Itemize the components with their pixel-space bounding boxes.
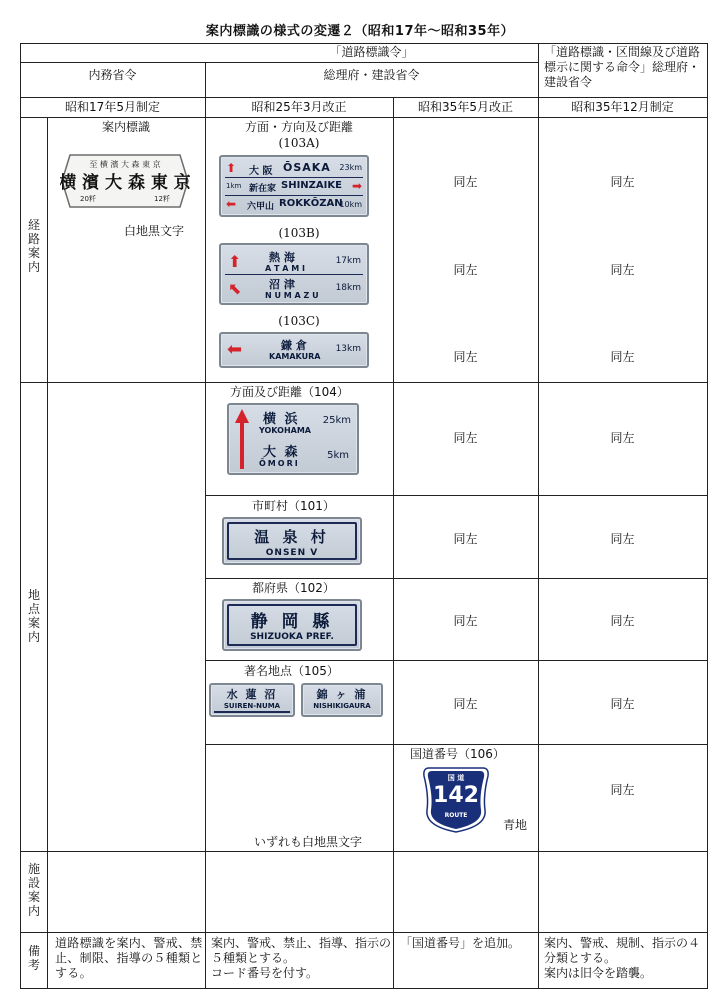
heading-105: 著名地点（105） bbox=[244, 664, 339, 678]
header-col4: 昭和35年12月制定 bbox=[571, 100, 674, 114]
col4-same-7: 同左 bbox=[610, 697, 635, 711]
header-ministry-pm: 総理府・建設省令 bbox=[323, 68, 420, 82]
sign-103c: ⬅ 鎌 倉 KAMAKURA 13km bbox=[219, 332, 369, 368]
header-col1: 昭和17年5月制定 bbox=[65, 100, 160, 114]
col3-same-1: 同左 bbox=[453, 175, 478, 189]
sign-101: 温 泉 村 ONSEN V bbox=[222, 517, 362, 565]
col3-same-3: 同左 bbox=[453, 350, 478, 364]
page-title: 案内標識の様式の変遷２（昭和17年～昭和35年） bbox=[205, 24, 515, 39]
col3-same-4: 同左 bbox=[453, 431, 478, 445]
svg-text:20粁: 20粁 bbox=[80, 195, 96, 203]
col1-route-caption: 白地黒文字 bbox=[124, 224, 185, 238]
code-103c: (103C) bbox=[278, 314, 320, 328]
row-label-route: 経路案内 bbox=[27, 218, 40, 274]
arrow-left-icon: ⬅ bbox=[227, 339, 243, 360]
col2-point-caption: いずれも白地黒文字 bbox=[254, 835, 363, 849]
arrow-right-icon: ➡ bbox=[351, 179, 362, 193]
col4-same-5: 同左 bbox=[610, 532, 635, 546]
remarks-col4: 案内、警戒、規制、指示の４分類とする。 案内は旧令を踏襲。 bbox=[544, 936, 701, 980]
row-label-point: 地点案内 bbox=[27, 588, 40, 644]
code-103b: (103B) bbox=[278, 226, 320, 240]
header-group2: 「道路標識・区間線及び道路標示に関する命令」総理府・建設省令 bbox=[544, 45, 701, 89]
heading-101: 市町村（101） bbox=[252, 499, 335, 513]
sign-105b: 錦 ヶ 浦 NISHIKIGAURA bbox=[301, 683, 383, 717]
remarks-col1: 道路標識を案内、警戒、禁止、制限、指導の５種類とする。 bbox=[55, 936, 203, 980]
col1-route-heading: 案内標識 bbox=[101, 120, 150, 134]
heading-106: 国道番号（106） bbox=[410, 747, 505, 761]
old-route-sign bbox=[60, 153, 190, 209]
col4-same-6: 同左 bbox=[610, 614, 635, 628]
arrow-left-icon: ⬅ bbox=[226, 197, 237, 211]
col4-same-1: 同左 bbox=[610, 175, 635, 189]
code-103a: (103A) bbox=[278, 136, 320, 150]
header-col3: 昭和35年5月改正 bbox=[418, 100, 513, 114]
arrow-upleft-icon: ⬉ bbox=[228, 279, 242, 298]
sign-102: 静 岡 縣 SHIZUOKA PREF. bbox=[222, 599, 362, 651]
col2-route-heading: 方面・方向及び距離 bbox=[244, 120, 353, 134]
svg-text:至 横 濱 大 森 東 京: 至 横 濱 大 森 東 京 bbox=[89, 160, 161, 169]
remarks-col2: 案内、警戒、禁止、指導、指示の５種類とする。 コード番号を付す。 bbox=[211, 936, 392, 980]
col4-same-3: 同左 bbox=[610, 350, 635, 364]
svg-text:12粁: 12粁 bbox=[154, 195, 170, 203]
sign-103b: ⬆ 熱 海 A T A M I 17km ⬉ 沼 津 N U M A Z U 18km bbox=[219, 243, 369, 305]
svg-text:横 濱 大 森 東 京: 横 濱 大 森 東 京 bbox=[60, 173, 190, 193]
col3-same-2: 同左 bbox=[453, 263, 478, 277]
col4-same-8: 同左 bbox=[610, 783, 635, 797]
arrow-up-long-icon bbox=[235, 409, 249, 469]
arrow-up-icon: ⬆ bbox=[226, 161, 237, 175]
heading-104: 方面及び距離（104） bbox=[230, 385, 349, 399]
header-col2: 昭和25年3月改正 bbox=[251, 100, 347, 114]
heading-102: 都府県（102） bbox=[252, 581, 335, 595]
header-group1: 「道路標識令」 bbox=[329, 45, 414, 59]
arrow-up-icon: ⬆ bbox=[228, 252, 242, 271]
header-ministry-home: 内務省令 bbox=[88, 68, 137, 82]
row-label-facility: 施設案内 bbox=[27, 862, 40, 918]
row-label-remarks: 備考 bbox=[27, 944, 40, 972]
col4-same-4: 同左 bbox=[610, 431, 635, 445]
col4-same-2: 同左 bbox=[610, 263, 635, 277]
col3-same-7: 同左 bbox=[453, 697, 478, 711]
col3-same-6: 同左 bbox=[453, 614, 478, 628]
sign-105a: 水 蓮 沼 SUIREN-NUMA bbox=[209, 683, 295, 717]
col3-same-5: 同左 bbox=[453, 532, 478, 546]
sign-104: 横 浜 YOKOHAMA 25km 大 森 ŌMORI 5km bbox=[227, 403, 359, 475]
remarks-col3: 「国道番号」を追加。 bbox=[400, 936, 521, 950]
sign-103a: ⬆ 大 阪 ŌSAKA 23km 1km 新在家 SHINZAIKE ➡ ⬅ 六甲山 ROKKŌZAN 10km bbox=[219, 155, 369, 217]
shield-caption: 青地 bbox=[503, 818, 528, 832]
route-shield-icon: 国 道 142 ROUTE bbox=[421, 766, 491, 834]
